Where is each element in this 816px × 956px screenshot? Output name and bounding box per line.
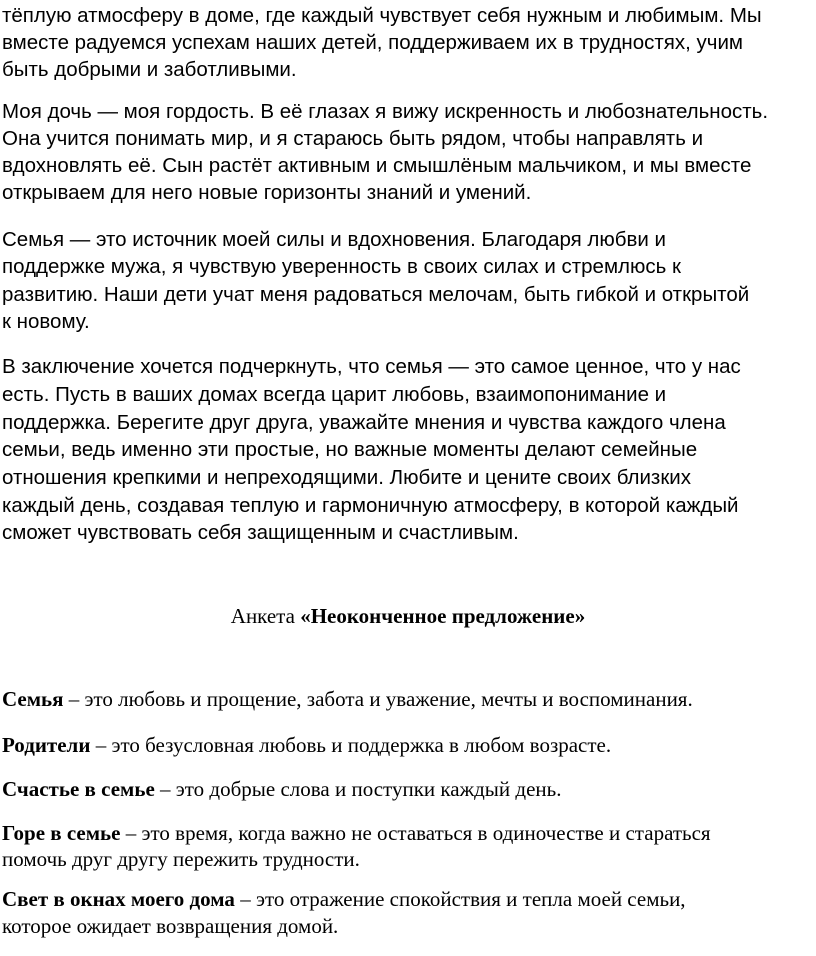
body-line: есть. Пусть в ваших домах всегда царит любовь, взаимопонимание и (2, 383, 667, 406)
body-line: поддержка. Берегите друг друга, уважайте мнения и чувства каждого члена (2, 411, 726, 434)
survey-item (2, 820, 711, 847)
body-line: отношения крепкими и непреходящими. Любите и цените своих близких (2, 466, 691, 489)
survey-definition: – это время, когда важно не оставаться в одиночестве и стараться (120, 821, 711, 845)
body-line: быть добрыми и заботливыми. (2, 58, 297, 81)
body-line: тёплую атмосферу в доме, где каждый чувствует себя нужным и любимым. Мы (2, 4, 762, 27)
survey-item (2, 776, 561, 803)
body-line: В заключение хочется подчеркнуть, что семья — это самое ценное, что у нас (2, 355, 741, 378)
body-line: каждый день, создавая теплую и гармоничную атмосферу, в которой каждый (2, 494, 739, 517)
survey-definition: – это любовь и прощение, забота и уважение, мечты и воспоминания. (63, 687, 693, 711)
survey-term: Свет в окнах моего дома (2, 887, 235, 911)
body-line: вместе радуемся успехам наших детей, поддерживаем их в трудностях, учим (2, 31, 744, 54)
body-line: семьи, ведь именно эти простые, но важные моменты делают семейные (2, 438, 698, 461)
body-line: Моя дочь — моя гордость. В её глазах я вижу искренность и любознательность. (2, 100, 769, 123)
survey-term: Счастье в семье (2, 777, 155, 801)
survey-title-prefix: Анкета (230, 604, 301, 628)
survey-item (2, 732, 611, 759)
body-line: Семья — это источник моей силы и вдохновения. Благодаря любви и (2, 228, 666, 251)
survey-term: Семья (2, 687, 64, 711)
survey-term: Горе в семье (2, 821, 121, 845)
body-line: открываем для него новые горизонты знаний и умений. (2, 181, 532, 204)
survey-title (0, 603, 816, 630)
survey-item-continuation: помочь друг другу пережить трудности. (2, 847, 360, 871)
body-line: развитию. Наши дети учат меня радоваться мелочам, быть гибкой и открытой (2, 283, 750, 306)
body-line: сможет чувствовать себя защищенным и счастливым. (2, 521, 519, 544)
survey-title-bold: «Неоконченное предложение» (300, 604, 586, 628)
body-line: Она учится понимать мир, и я стараюсь быть рядом, чтобы направлять и (2, 127, 704, 150)
body-line: вдохновлять её. Сын растёт активным и смышлёным мальчиком, и мы вместе (2, 154, 752, 177)
survey-item (2, 686, 693, 713)
survey-item-continuation: которое ожидает возвращения домой. (2, 914, 339, 938)
survey-definition: – это отражение спокойствия и тепла моей семьи, (234, 887, 686, 911)
survey-term: Родители (2, 733, 91, 757)
body-line: поддержке мужа, я чувствую уверенность в своих силах и стремлюсь к (2, 255, 681, 278)
survey-definition: – это безусловная любовь и поддержка в любом возрасте. (90, 733, 612, 757)
survey-item (2, 886, 686, 913)
survey-definition: – это добрые слова и поступки каждый день. (154, 777, 562, 801)
body-line: к новому. (2, 310, 90, 333)
